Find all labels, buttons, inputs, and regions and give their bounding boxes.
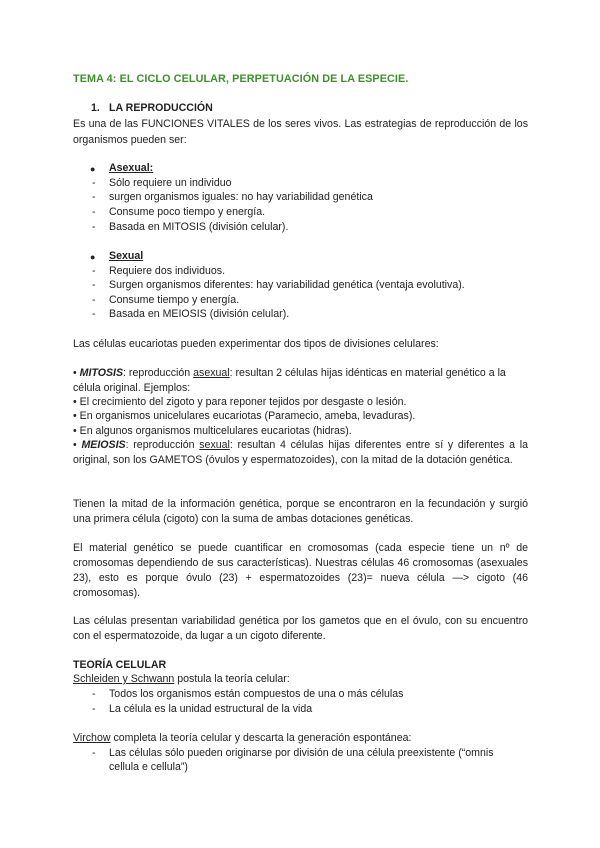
eukaryotes-intro: Las células eucariotas pueden experimentar dos tipos de divisiones celulares: bbox=[73, 338, 439, 350]
sexual-bullet: ● bbox=[90, 252, 96, 262]
list-dash: - bbox=[92, 265, 96, 277]
list-item: Requiere dos individuos. bbox=[109, 265, 226, 277]
list-item: Sólo requiere un individuo bbox=[109, 177, 232, 189]
section-heading: LA REPRODUCCIÓN bbox=[109, 102, 213, 114]
meiosis-term: MEIOSIS bbox=[81, 439, 126, 451]
virchow-name: Virchow bbox=[73, 732, 111, 744]
list-item: surgen organismos iguales: no hay variabilidad genética bbox=[109, 191, 373, 203]
variability-paragraph: Las células presentan variabilidad genética por los gametos que en el óvulo, con su encuentro con el espermatozoide, da lugar a un cigoto diferente. bbox=[73, 615, 528, 642]
list-dash: - bbox=[92, 308, 96, 320]
list-item: Todos los organismos están compuestos de una o más células bbox=[109, 688, 404, 700]
mitosis-line-2: célula original. Ejemplos: bbox=[73, 382, 191, 394]
sexual-heading: Sexual bbox=[109, 250, 144, 262]
reproduction-intro: Es una de las FUNCIONES VITALES de los seres vivos. Las estrategias de reproducción de los organismos pueden ser: bbox=[73, 118, 528, 146]
mitosis-bullet: • bbox=[73, 367, 77, 379]
mitosis-example: • En algunos organismos multicelulares eucariotas (hidras). bbox=[73, 425, 352, 437]
mitosis-kind: asexual bbox=[193, 367, 230, 379]
list-item: Basada en MEIOSIS (división celular). bbox=[109, 308, 290, 320]
virchow-intro bbox=[73, 731, 411, 745]
meiosis-bullet: • bbox=[73, 439, 77, 451]
mitosis-example: • En organismos unicelulares eucariotas (Paramecio, ameba, levaduras). bbox=[73, 410, 416, 422]
asexual-heading: Asexual: bbox=[109, 162, 154, 174]
section-number: 1. bbox=[91, 102, 100, 114]
cell-theory-authors-rest: postula la teoría celular: bbox=[174, 673, 290, 685]
cell-theory-heading: TEORÍA CELULAR bbox=[73, 659, 167, 671]
mitosis-rest: : resultan 2 células hijas idénticas en material genético a la bbox=[229, 367, 506, 379]
meiosis-pre: : reproducción bbox=[125, 439, 200, 451]
cell-theory-authors: Schleiden y Schwann bbox=[73, 673, 175, 685]
virchow-item-line-1: Las células sólo pueden originarse por división de una célula preexistente (“omnis bbox=[109, 747, 494, 759]
list-dash: - bbox=[92, 191, 96, 203]
virchow-item-line-2: cellula e cellula”) bbox=[109, 761, 188, 773]
mitosis-term: MITOSIS bbox=[79, 367, 124, 379]
list-dash: - bbox=[92, 221, 96, 233]
half-info-paragraph: Tienen la mitad de la información genética, porque se encontraron en la fecundación y surgió una primera célula (cigoto) con la suma de ambas dotaciones genéticas. bbox=[73, 498, 528, 525]
list-dash: - bbox=[92, 177, 96, 189]
meiosis-paragraph bbox=[73, 438, 528, 468]
page-title: TEMA 4: EL CICLO CELULAR, PERPETUACIÓN DE LA ESPECIE. bbox=[73, 73, 409, 85]
mitosis-example: • El crecimiento del zigoto y para reponer tejidos por desgaste o lesión. bbox=[73, 396, 407, 408]
list-dash: - bbox=[92, 294, 96, 306]
list-dash: - bbox=[92, 703, 96, 715]
list-item: Consume tiempo y energía. bbox=[109, 294, 240, 306]
list-item: Consume poco tiempo y energía. bbox=[109, 206, 266, 218]
asexual-bullet: ● bbox=[90, 164, 96, 174]
list-dash: - bbox=[92, 279, 96, 291]
virchow-rest: completa la teoría celular y descarta la generación espontánea: bbox=[110, 732, 412, 744]
mitosis-pre: : reproducción bbox=[123, 367, 194, 379]
list-item: Surgen organismos diferentes: hay variabilidad genética (ventaja evolutiva). bbox=[109, 279, 465, 291]
list-dash: - bbox=[92, 747, 96, 759]
list-dash: - bbox=[92, 206, 96, 218]
list-item: Basada en MITOSIS (división celular). bbox=[109, 221, 289, 233]
list-dash: - bbox=[92, 688, 96, 700]
list-item: La célula es la unidad estructural de la vida bbox=[109, 703, 313, 715]
meiosis-rest: : resultan 4 células hijas diferentes entre sí y diferentes a la original, son los GAMETOS (óvulos y espermatozoides), con la mitad de la dotación genética. bbox=[73, 439, 528, 466]
chromosomes-paragraph: El material genético se puede cuantificar en cromosomas (cada especie tiene un nº de cromosomas dependiendo de sus características). Nuestras células 46 cromosomas (asexuales 23), esto es porque óvulo (23) + espermatozoides (23)= nueva célula —> cigoto (46 cromosomas). bbox=[73, 542, 528, 599]
mitosis-line-1 bbox=[73, 366, 506, 380]
meiosis-kind: sexual bbox=[199, 439, 230, 451]
cell-theory-intro bbox=[73, 672, 290, 686]
